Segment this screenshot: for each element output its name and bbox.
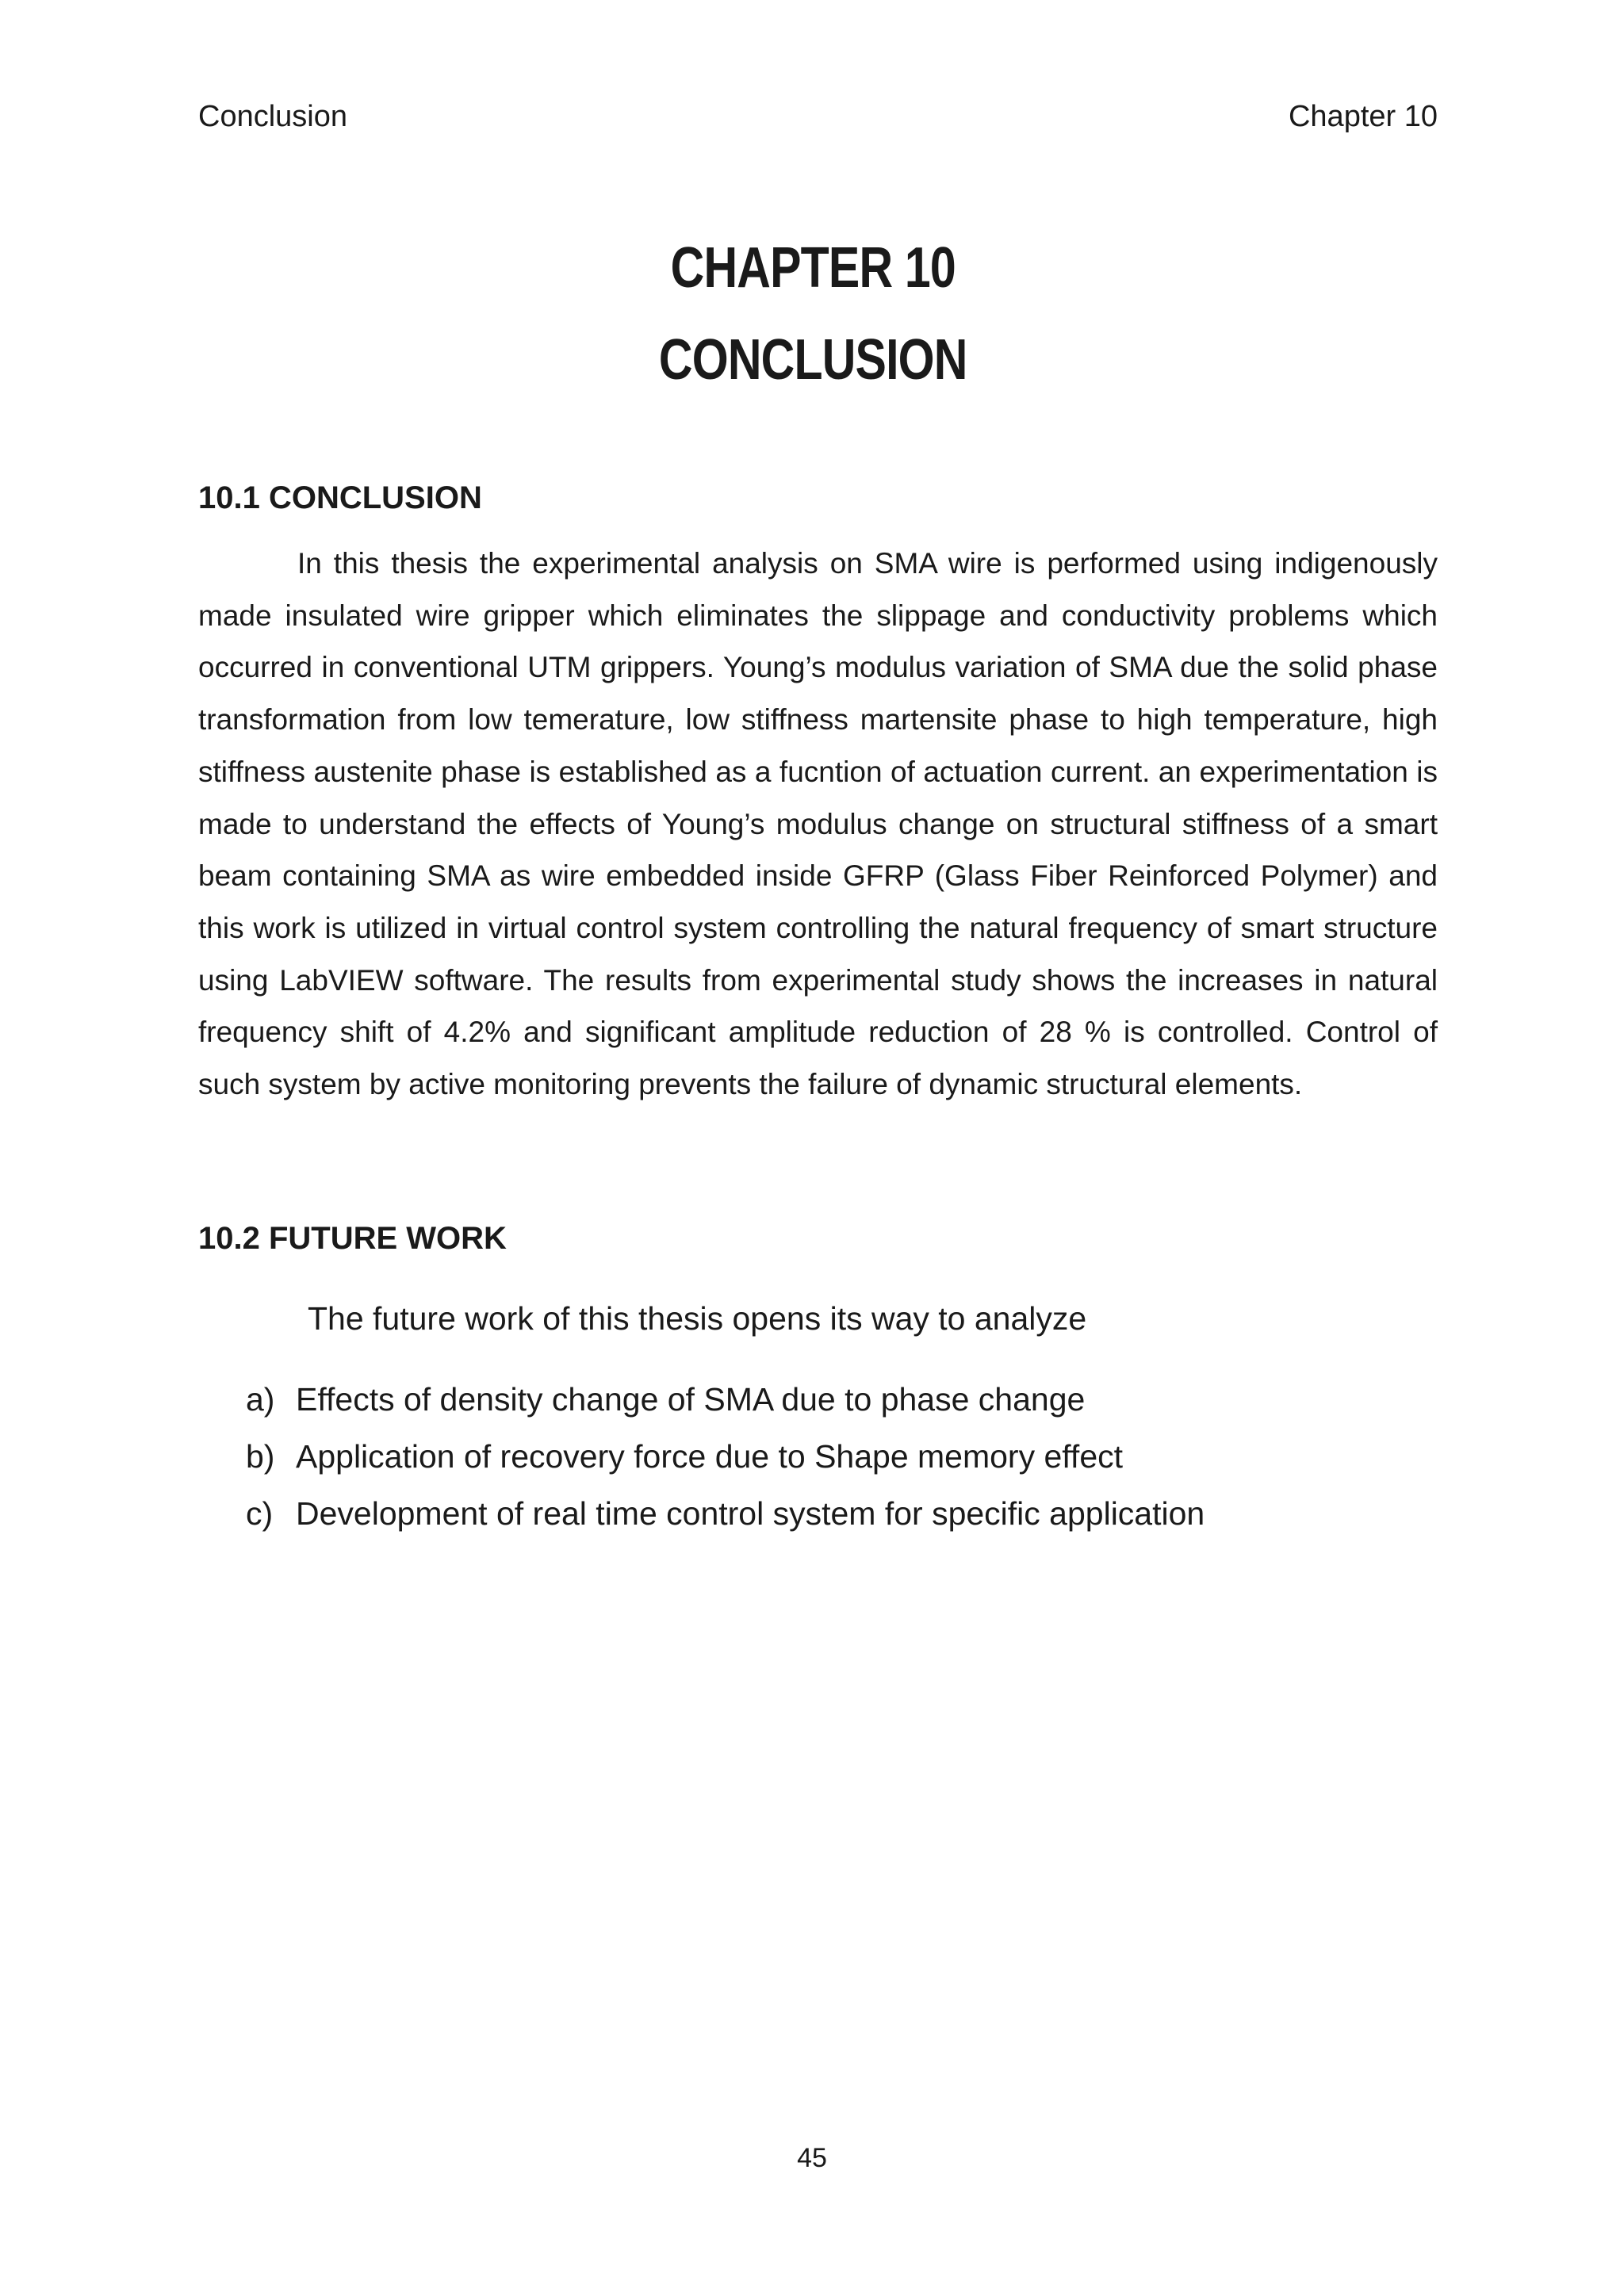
list-item-text: Development of real time control system for specific application (296, 1495, 1205, 1532)
future-work-intro: The future work of this thesis opens its way to analyze (308, 1300, 1087, 1337)
running-header-left: Conclusion (198, 100, 347, 133)
list-item (246, 1490, 1205, 1547)
page-number: 45 (797, 2143, 827, 2173)
list-marker: c) (246, 1495, 274, 1532)
list-item-text: Application of recovery force due to Shape memory effect (296, 1438, 1124, 1475)
list-item-text: Effects of density change of SMA due to phase change (296, 1381, 1086, 1418)
list-marker: a) (246, 1381, 275, 1418)
list-item (246, 1433, 1205, 1490)
running-header (198, 97, 1438, 136)
section-heading-future-work: 10.2 FUTURE WORK (198, 1221, 507, 1256)
list-marker: b) (246, 1438, 275, 1475)
conclusion-paragraph: In this thesis the experimental analysis on SMA wire is performed using indigenously made insulated wire gripper which eliminates the slippage and conductivity problems which occurred in conventional UTM grippers. Young’s modulus variation of SMA due the solid phase transformation from low temerature, low stiffness martensite phase to high temperature, high stiffness austenite phase is established as a fucntion of actuation current. an experimentation is made to understand the effects of Young’s modulus change on structural stiffness of a smart beam containing SMA as wire embedded inside GFRP (Glass Fiber Reinforced Polymer) and this work is utilized in virtual control system controlling the natural frequency of smart structure using LabVIEW software. The results from experimental study shows the increases in natural frequency shift of 4.2% and significant amplitude reduction of 28 % is controlled. Control of such system by active monitoring prevents the failure of dynamic structural elements. (198, 547, 1438, 1101)
section-heading-conclusion: 10.1 CONCLUSION (198, 480, 482, 515)
future-work-list (246, 1376, 1205, 1547)
list-item (246, 1376, 1205, 1433)
running-header-right: Chapter 10 (1288, 100, 1438, 133)
chapter-number: CHAPTER 10 (670, 236, 956, 300)
chapter-title: CONCLUSION (658, 328, 967, 392)
